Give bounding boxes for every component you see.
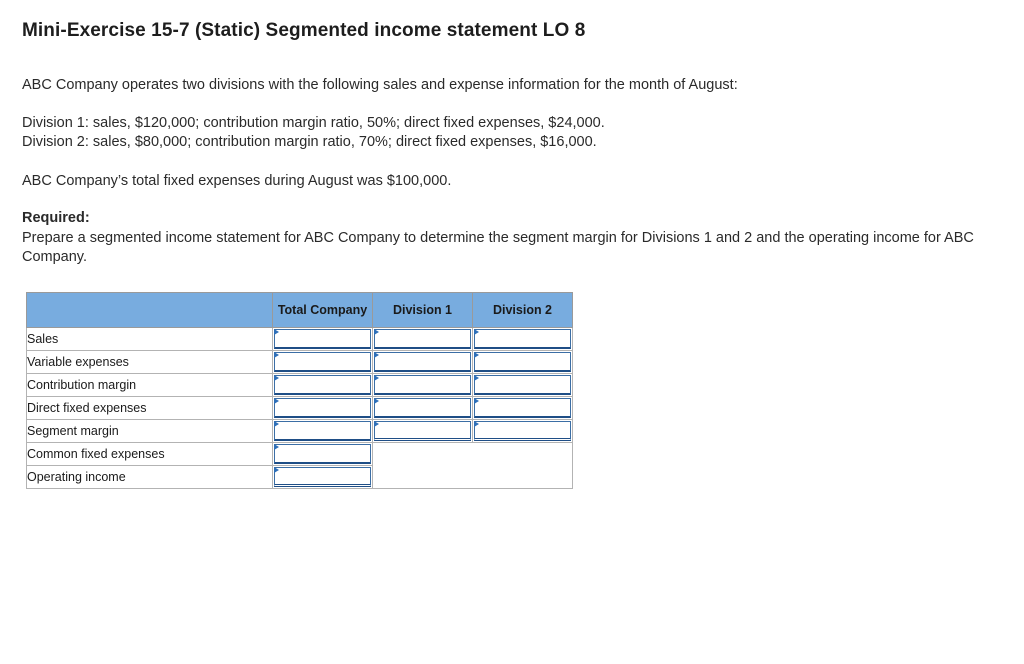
table-row [27, 397, 573, 420]
direct-fixed-expenses-division1-input[interactable] [374, 398, 471, 418]
contribution-margin-total-input[interactable] [274, 375, 371, 395]
header-division-2: Division 2 [473, 293, 573, 328]
required-heading: Required: [22, 210, 90, 226]
row-label-segment-margin: Segment margin [27, 420, 273, 443]
division1-info: Division 1: sales, $120,000; contribution margin ratio, 50%; direct fixed expenses, $24,000. [22, 115, 605, 131]
required-text: Prepare a segmented income statement for ABC Company to determine the segment margin for Divisions 1 and 2 and the operating income for ABC Company. [22, 230, 974, 265]
segment-margin-total-input[interactable] [274, 421, 371, 441]
table-row [27, 374, 573, 397]
row-label-contribution-margin: Contribution margin [27, 374, 273, 397]
table-header-row [27, 293, 573, 328]
page-title: Mini-Exercise 15-7 (Static) Segmented income statement LO 8 [22, 20, 586, 41]
row-label-direct-fixed-expenses: Direct fixed expenses [27, 397, 273, 420]
table-row [27, 443, 573, 466]
sales-division1-input[interactable] [374, 329, 471, 349]
table-row [27, 351, 573, 374]
header-total-company: Total Company [273, 293, 373, 328]
division2-info: Division 2: sales, $80,000; contribution margin ratio, 70%; direct fixed expenses, $16,000. [22, 134, 597, 150]
table-row [27, 328, 573, 351]
row-label-operating-income: Operating income [27, 466, 273, 489]
total-fixed-info: ABC Company’s total fixed expenses during August was $100,000. [22, 173, 452, 189]
sales-division2-input[interactable] [474, 329, 571, 349]
intro-text: ABC Company operates two divisions with the following sales and expense information for the month of August: [22, 77, 738, 93]
sales-total-input[interactable] [274, 329, 371, 349]
variable-expenses-division2-input[interactable] [474, 352, 571, 372]
header-division-1: Division 1 [373, 293, 473, 328]
operating-income-total-input[interactable] [274, 467, 371, 487]
segment-margin-division2-input[interactable] [474, 421, 571, 441]
table-row [27, 420, 573, 443]
variable-expenses-division1-input[interactable] [374, 352, 471, 372]
segmented-income-table [26, 292, 573, 489]
common-fixed-expenses-total-input[interactable] [274, 444, 371, 464]
contribution-margin-division2-input[interactable] [474, 375, 571, 395]
direct-fixed-expenses-division2-input[interactable] [474, 398, 571, 418]
row-label-variable-expenses: Variable expenses [27, 351, 273, 374]
row-label-common-fixed-expenses: Common fixed expenses [27, 443, 273, 466]
segment-margin-division1-input[interactable] [374, 421, 471, 441]
direct-fixed-expenses-total-input[interactable] [274, 398, 371, 418]
header-label-cell [27, 293, 273, 328]
variable-expenses-total-input[interactable] [274, 352, 371, 372]
row-label-sales: Sales [27, 328, 273, 351]
blank-area [373, 443, 573, 489]
contribution-margin-division1-input[interactable] [374, 375, 471, 395]
